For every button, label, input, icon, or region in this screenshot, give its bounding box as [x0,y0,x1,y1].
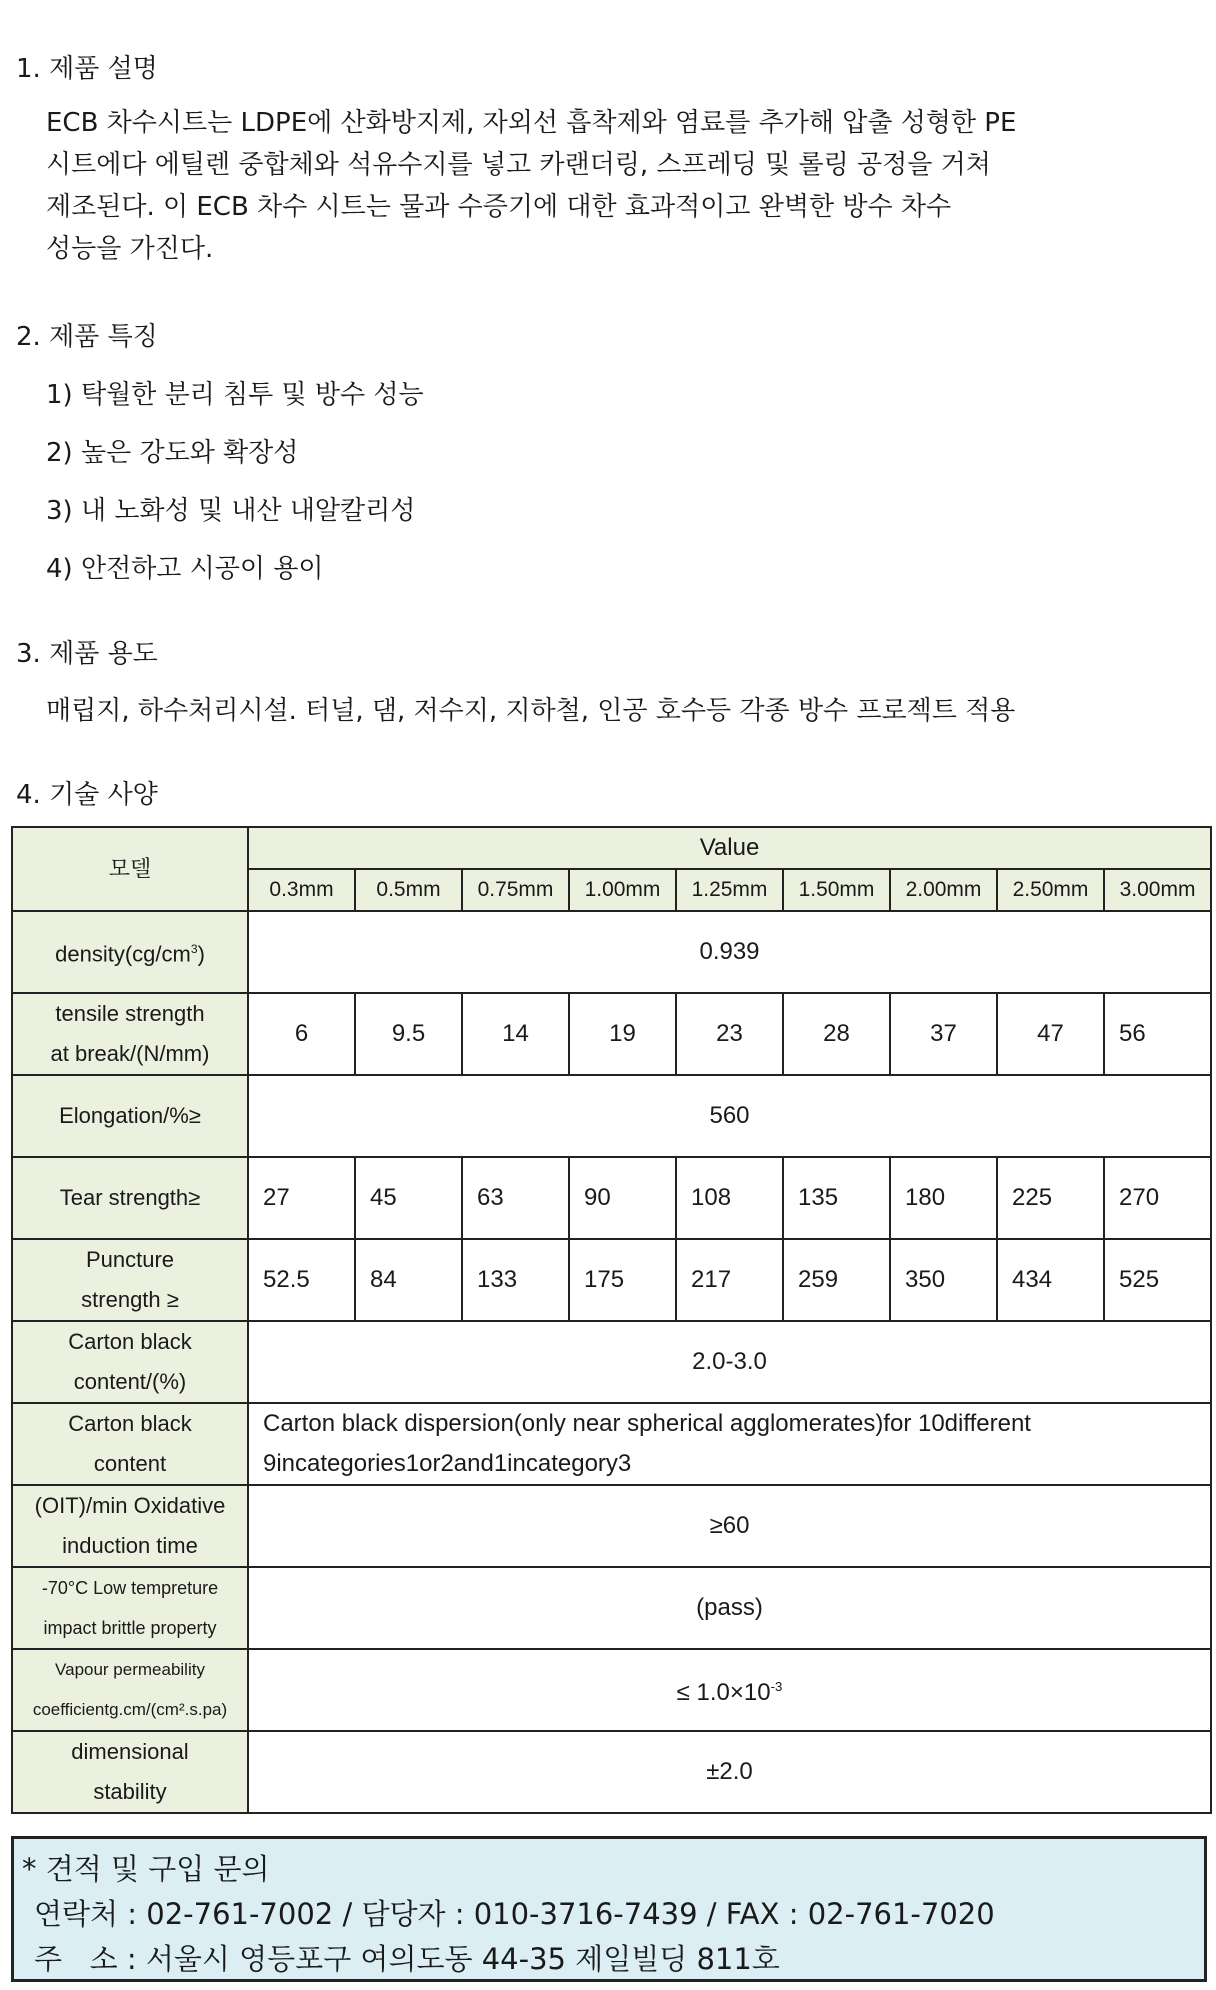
section-3-title: 3. 제품 용도 [16,639,158,669]
puncture-value: 52.5 [248,1239,355,1321]
low-temp-label: -70°C Low tempreture impact brittle property [12,1567,248,1649]
feature-item: 1) 탁월한 분리 침투 및 방수 성능 [46,380,424,410]
feature-item: 2) 높은 강도와 확장성 [46,438,299,468]
tear-value: 45 [355,1157,462,1239]
thickness-header: 2.00mm [890,869,997,911]
contact-title: * 견적 및 구입 문의 [22,1852,270,1886]
thickness-header: 2.50mm [997,869,1104,911]
tensile-label: tensile strength at break/(N/mm) [12,993,248,1075]
contact-box [11,1836,1207,1982]
thickness-header: 1.50mm [783,869,890,911]
carbon-dispersion-value: Carton black dispersion(only near spherical agglomerates)for 10different 9incategories1or2and1incategory3 [248,1403,1211,1485]
puncture-value: 525 [1104,1239,1211,1321]
vapour-label: Vapour permeability coefficientg.cm/(cm².s.pa) [12,1649,248,1731]
section-4-title: 4. 기술 사양 [16,780,158,810]
tensile-value: 19 [569,993,676,1075]
low-temp-value: (pass) [248,1567,1211,1649]
puncture-value: 84 [355,1239,462,1321]
description-line: 시트에다 에틸렌 중합체와 석유수지를 넣고 카랜더링, 스프레딩 및 롤링 공정을 거쳐 [46,150,991,180]
carbon-content-value: 2.0-3.0 [248,1321,1211,1403]
thickness-header: 1.25mm [676,869,783,911]
puncture-value: 259 [783,1239,890,1321]
elongation-value: 560 [248,1075,1211,1157]
tear-value: 180 [890,1157,997,1239]
puncture-label: Puncture strength ≥ [12,1239,248,1321]
vapour-value: ≤ $1.0\times 10^{-3}$ [248,1649,1211,1731]
puncture-value: 133 [462,1239,569,1321]
tensile-value: 28 [783,993,890,1075]
carbon-content-label: Carton black content/(%) [12,1321,248,1403]
contact-phone: 연락처 : 02-761-7002 / 담당자 : 010-3716-7439 / FAX : 02-761-7020 [34,1897,995,1931]
density-label: $density(cg/cm^3)$ [12,911,248,993]
thickness-header: 1.00mm [569,869,676,911]
puncture-value: 434 [997,1239,1104,1321]
elongation-label: Elongation/%≥ [12,1075,248,1157]
tensile-value: 6 [248,993,355,1075]
usage-text: 매립지, 하수처리시설. 터널, 댐, 저수지, 지하철, 인공 호수등 각종 방수 프로젝트 적용 [46,696,1016,726]
thickness-header: 0.5mm [355,869,462,911]
thickness-header: 3.00mm [1104,869,1211,911]
tensile-value: 23 [676,993,783,1075]
oit-value: ≥60 [248,1485,1211,1567]
model-header: 모델 [12,827,248,911]
puncture-value: 217 [676,1239,783,1321]
tear-value: 63 [462,1157,569,1239]
spec-table [11,826,1212,1814]
puncture-value: 350 [890,1239,997,1321]
thickness-header: 0.75mm [462,869,569,911]
tensile-value: 37 [890,993,997,1075]
description-line: 성능을 가진다. [46,234,214,264]
feature-item: 4) 안전하고 시공이 용이 [46,554,324,584]
density-value: 0.939 [248,911,1211,993]
dimensional-label: dimensional stability [12,1731,248,1813]
dimensional-value: ±2.0 [248,1731,1211,1813]
tear-value: 90 [569,1157,676,1239]
feature-item: 3) 내 노화성 및 내산 내알칼리성 [46,496,416,526]
tear-value: 27 [248,1157,355,1239]
contact-address: 주 소 : 서울시 영등포구 여의도동 44-35 제일빌딩 811호 [34,1942,780,1976]
tear-value: 225 [997,1157,1104,1239]
tensile-value: 14 [462,993,569,1075]
section-1-title: 1. 제품 설명 [16,54,158,84]
puncture-value: 175 [569,1239,676,1321]
tensile-value: 56 [1104,993,1211,1075]
description-line: ECB 차수시트는 LDPE에 산화방지제, 자외선 흡착제와 염료를 추가해 압출 성형한 PE [46,108,1017,138]
tear-value: 270 [1104,1157,1211,1239]
tear-label: Tear strength≥ [12,1157,248,1239]
description-line: 제조된다. 이 ECB 차수 시트는 물과 수증기에 대한 효과적이고 완벽한 방수 차수 [46,192,952,222]
section-2-title: 2. 제품 특징 [16,322,158,352]
tensile-value: 47 [997,993,1104,1075]
tear-value: 108 [676,1157,783,1239]
oit-label: (OIT)/min Oxidative induction time [12,1485,248,1567]
thickness-header: 0.3mm [248,869,355,911]
tear-value: 135 [783,1157,890,1239]
value-header: Value [248,827,1211,869]
tensile-value: 9.5 [355,993,462,1075]
product-description [46,102,1016,270]
carbon-dispersion-label: Carton black content [12,1403,248,1485]
